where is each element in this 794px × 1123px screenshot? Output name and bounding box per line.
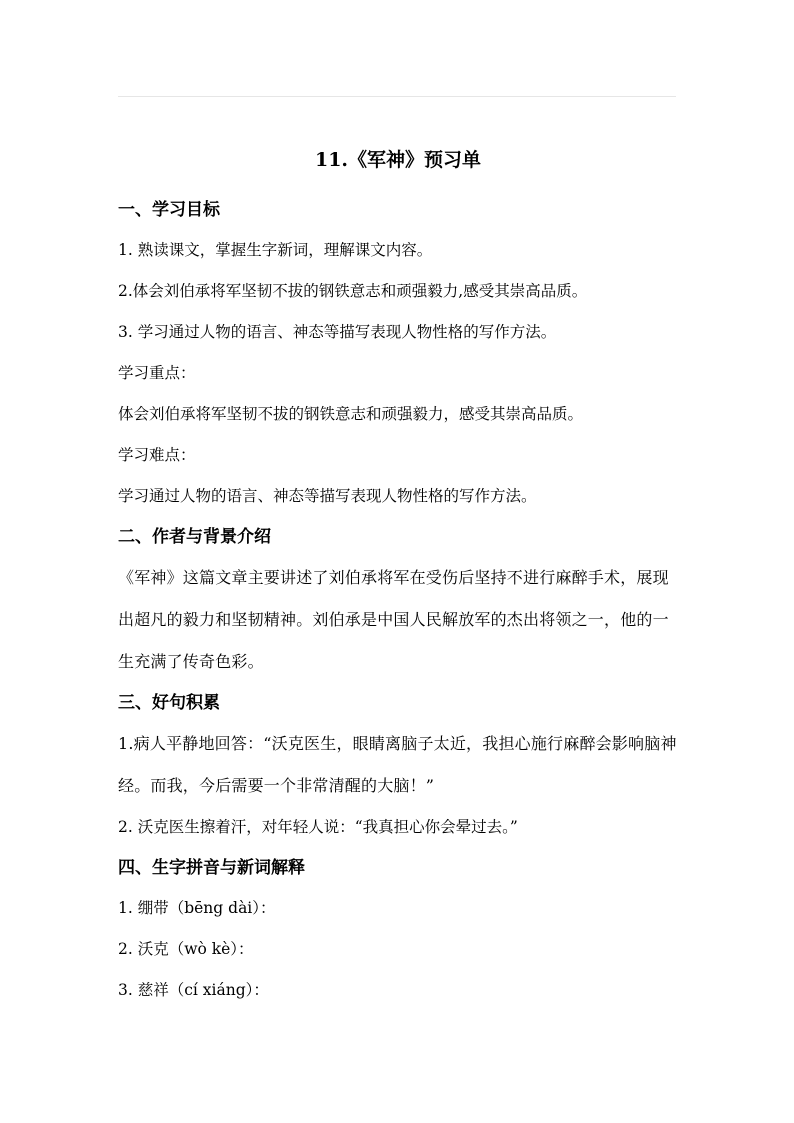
vocab-item-3: 3. 慈祥（cí xiáng）：	[118, 981, 269, 999]
section-heading-sentences: 三、好句积累	[118, 693, 220, 713]
document-content	[118, 140, 678, 1011]
key-point-text: 体会刘伯承将军坚韧不拔的钢铁意志和顽强毅力，感受其崇高品质。	[118, 405, 584, 423]
goal-item-3: 3. 学习通过人物的语言、神态等描写表现人物性格的写作方法。	[118, 323, 557, 341]
header-rule	[118, 96, 676, 97]
difficult-point-text: 学习通过人物的语言、神态等描写表现人物性格的写作方法。	[118, 487, 537, 505]
document-title: 11.《军神》预习单	[314, 149, 482, 171]
good-sentence-2: 2. 沃克医生擦着汗，对年轻人说：“我真担心你会晕过去。”	[118, 818, 518, 836]
section-heading-background: 二、作者与背景介绍	[118, 527, 271, 547]
vocab-item-2: 2. 沃克（wò kè）：	[118, 940, 254, 958]
key-point-label: 学习重点：	[118, 364, 196, 382]
goal-item-1: 1. 熟读课文，掌握生字新词，理解课文内容。	[118, 241, 433, 259]
background-paragraph: 《军神》这篇文章主要讲述了刘伯承将军在受伤后坚持不进行麻醉手术，展现出超凡的毅力和坚韧精神。刘伯承是中国人民解放军的杰出将领之一，他的一生充满了传奇色彩。	[118, 568, 669, 671]
goal-item-2: 2.体会刘伯承将军坚韧不拔的钢铁意志和顽强毅力,感受其崇高品质。	[118, 282, 588, 300]
section-heading-goals: 一、学习目标	[118, 200, 220, 220]
difficult-point-label: 学习难点：	[118, 446, 196, 464]
section-heading-vocabulary: 四、生字拼音与新词解释	[118, 858, 305, 878]
vocab-item-1: 1. 绷带（bēng dài）：	[118, 899, 276, 917]
good-sentence-1: 1.病人平静地回答：“沃克医生，眼睛离脑子太近，我担心施行麻醉会影响脑神经。而我，今后需要一个非常清醒的大脑！”	[118, 734, 677, 795]
